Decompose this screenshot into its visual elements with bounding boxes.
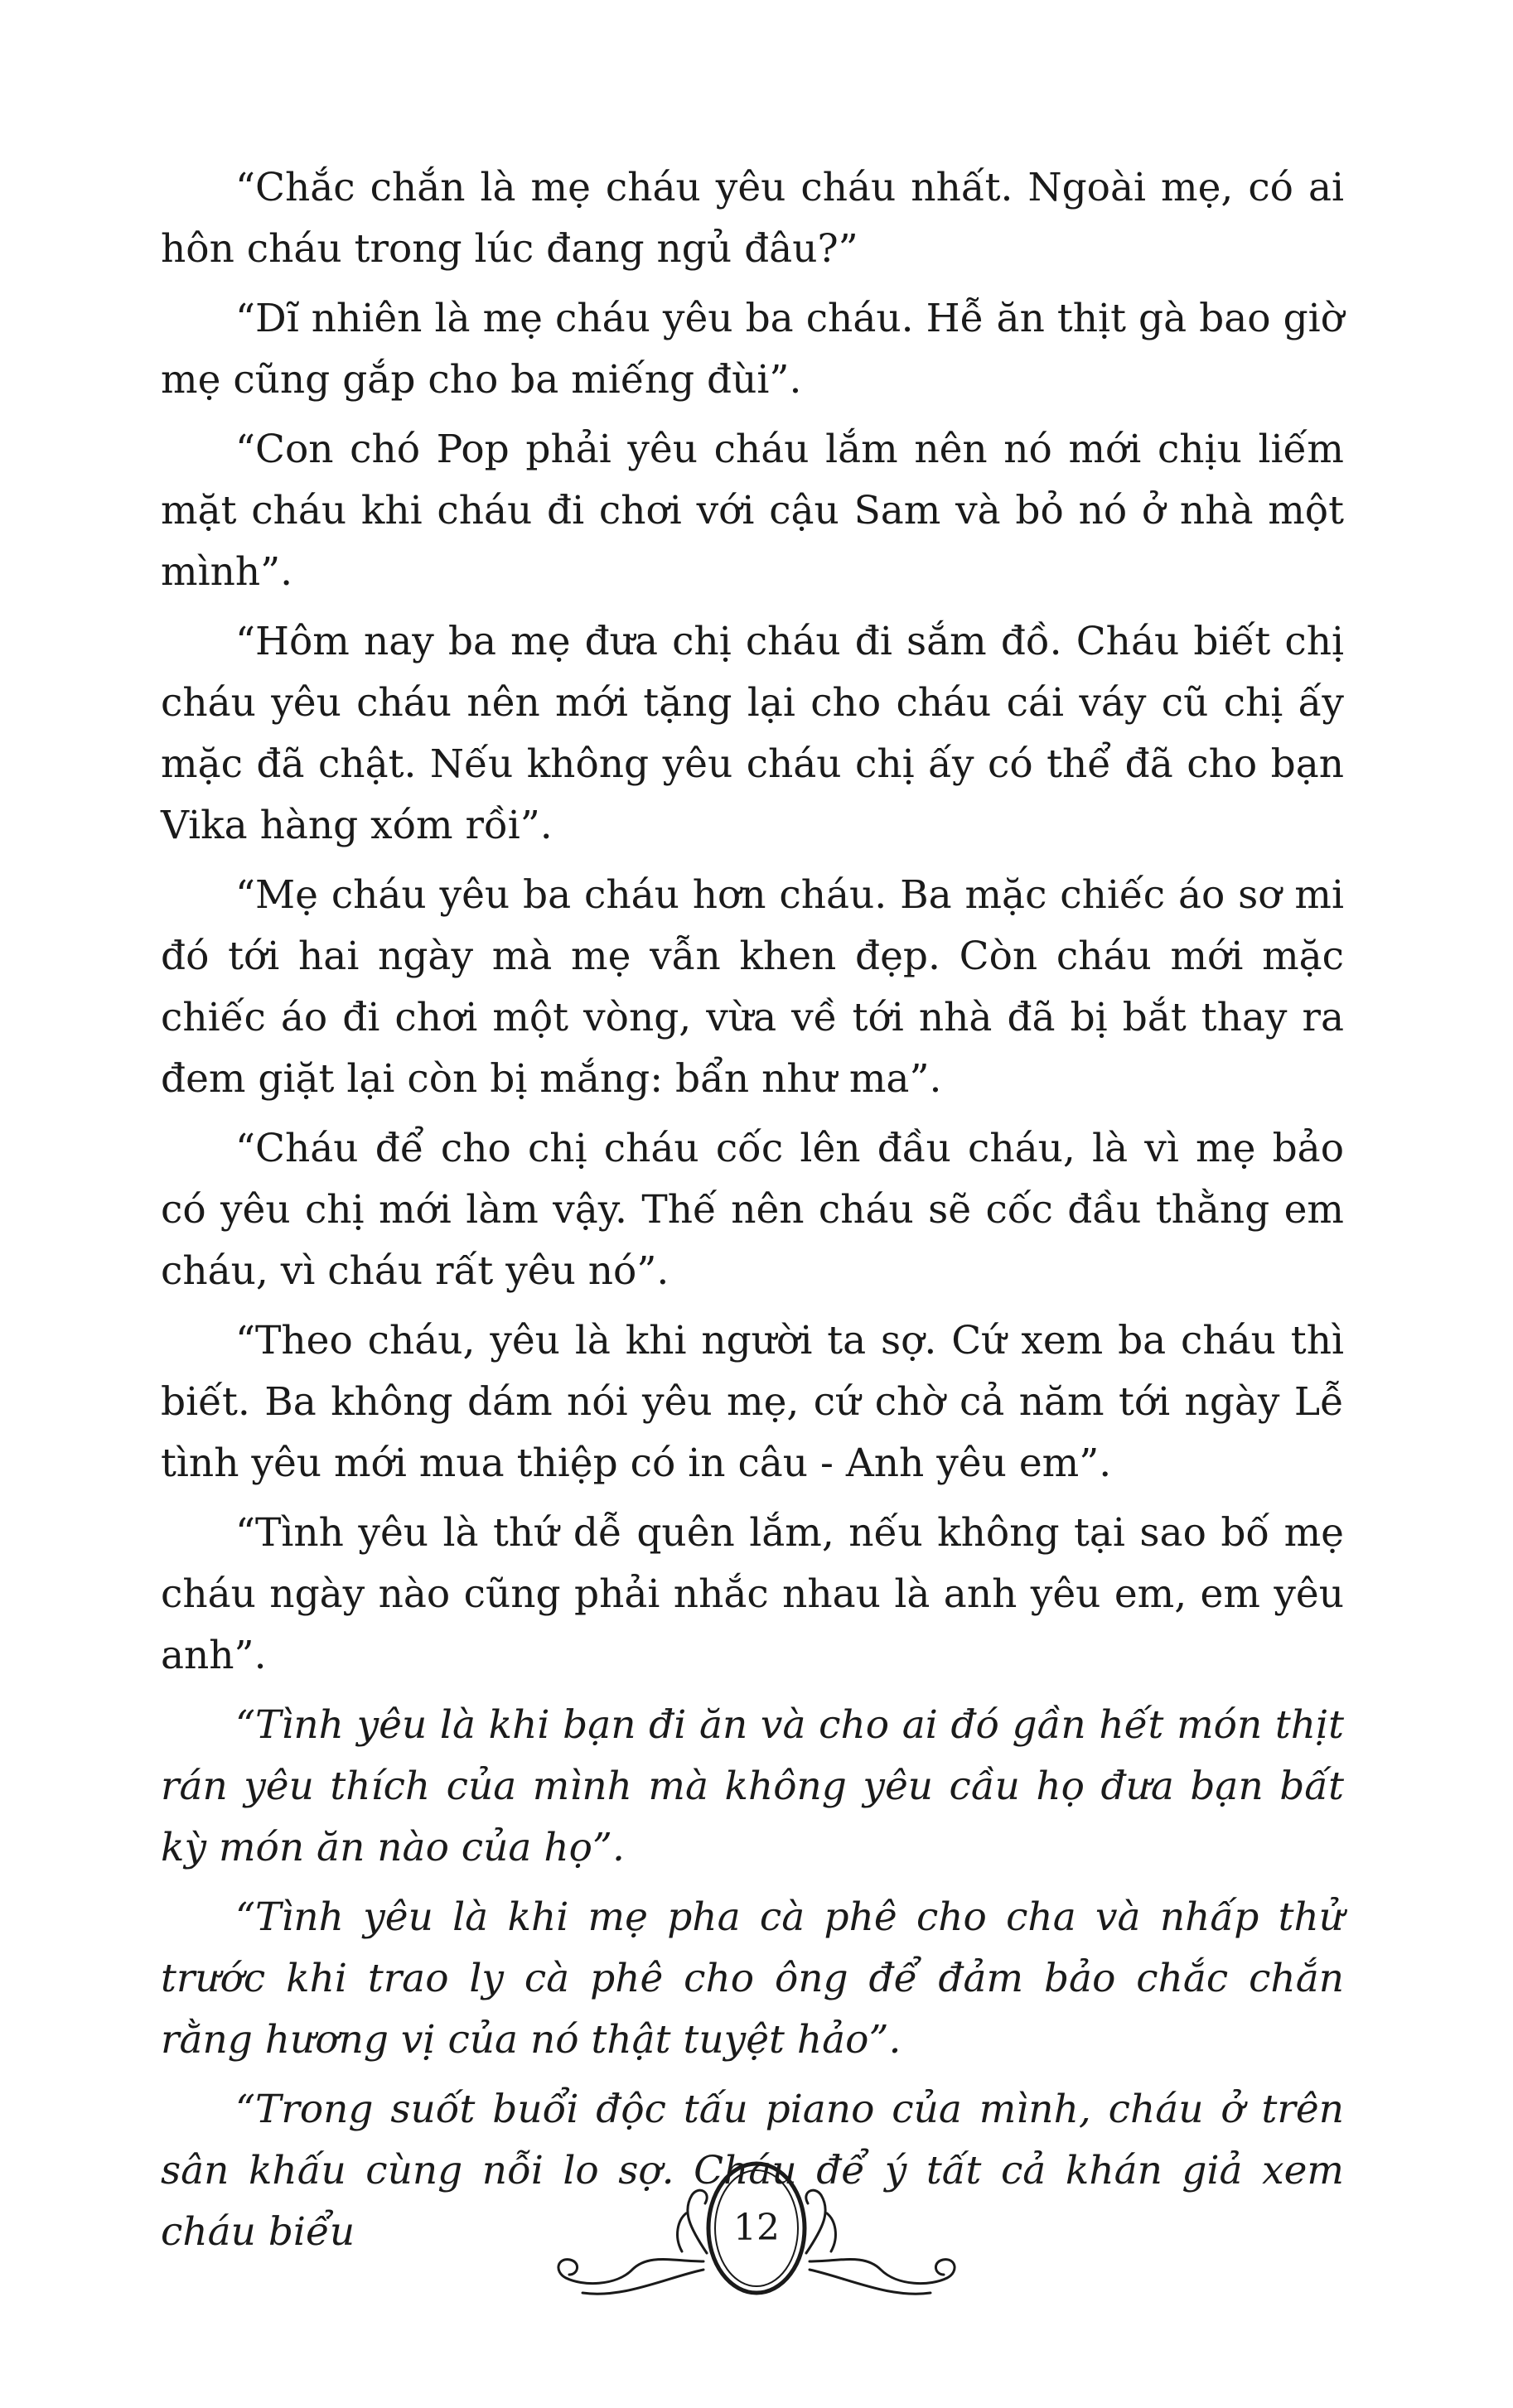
paragraph-1: “Chắc chắn là mẹ cháu yêu cháu nhất. Ngoài mẹ, có ai hôn cháu trong lúc đang ngủ đâu?” — [161, 165, 1344, 272]
paragraph-8: “Tình yêu là thứ dễ quên lắm, nếu không tại sao bố mẹ cháu ngày nào cũng phải nhắc nhau là anh yêu em, em yêu anh”. — [161, 1510, 1344, 1678]
page-body — [161, 157, 1344, 2271]
paragraph-10: “Tình yêu là khi mẹ pha cà phê cho cha và nhấp thử trước khi trao ly cà phê cho ông để đảm bảo chắc chắn rằng hương vị của nó thật tuyệt hảo”. — [161, 1894, 1344, 2063]
paragraph-11: “Trong suốt buổi độc tấu piano của mình, cháu ở trên sân khấu cùng nỗi lo sợ. Cháu để ý tất cả khán giả xem cháu biểu — [161, 2087, 1344, 2255]
paragraph-9: “Tình yêu là khi bạn đi ăn và cho ai đó gần hết món thịt rán yêu thích của mình mà không yêu cầu họ đưa bạn bất kỳ món ăn nào của họ”. — [161, 1702, 1344, 1870]
paragraph-5: “Mẹ cháu yêu ba cháu hơn cháu. Ba mặc chiếc áo sơ mi đó tới hai ngày mà mẹ vẫn khen đẹp. Còn cháu mới mặc chiếc áo đi chơi một vòng, vừa về tới nhà đã bị bắt thay ra đem giặt lại còn bị mắng: bẩn như ma”. — [161, 872, 1344, 1102]
paragraph-3: “Con chó Pop phải yêu cháu lắm nên nó mới chịu liếm mặt cháu khi cháu đi chơi với cậu Sam và bỏ nó ở nhà một mình”. — [161, 427, 1344, 595]
paragraph-7: “Theo cháu, yêu là khi người ta sợ. Cứ xem ba cháu thì biết. Ba không dám nói yêu mẹ, cứ chờ cả năm tới ngày Lễ tình yêu mới mua thiệp có in câu - Anh yêu em”. — [161, 1318, 1344, 1486]
page-number: 12 — [733, 2207, 780, 2249]
paragraph-6: “Cháu để cho chị cháu cốc lên đầu cháu, là vì mẹ bảo có yêu chị mới làm vậy. Thế nên cháu sẽ cốc đầu thằng em cháu, vì cháu rất yêu nó”. — [161, 1126, 1344, 1294]
paragraph-4: “Hôm nay ba mẹ đưa chị cháu đi sắm đồ. Cháu biết chị cháu yêu cháu nên mới tặng lại cho cháu cái váy cũ chị ấy mặc đã chật. Nếu không yêu cháu chị ấy có thể đã cho bạn Vika hàng xóm rồi”. — [161, 619, 1344, 848]
paragraph-2: “Dĩ nhiên là mẹ cháu yêu ba cháu. Hễ ăn thịt gà bao giờ mẹ cũng gắp cho ba miếng đùi”. — [161, 296, 1344, 403]
